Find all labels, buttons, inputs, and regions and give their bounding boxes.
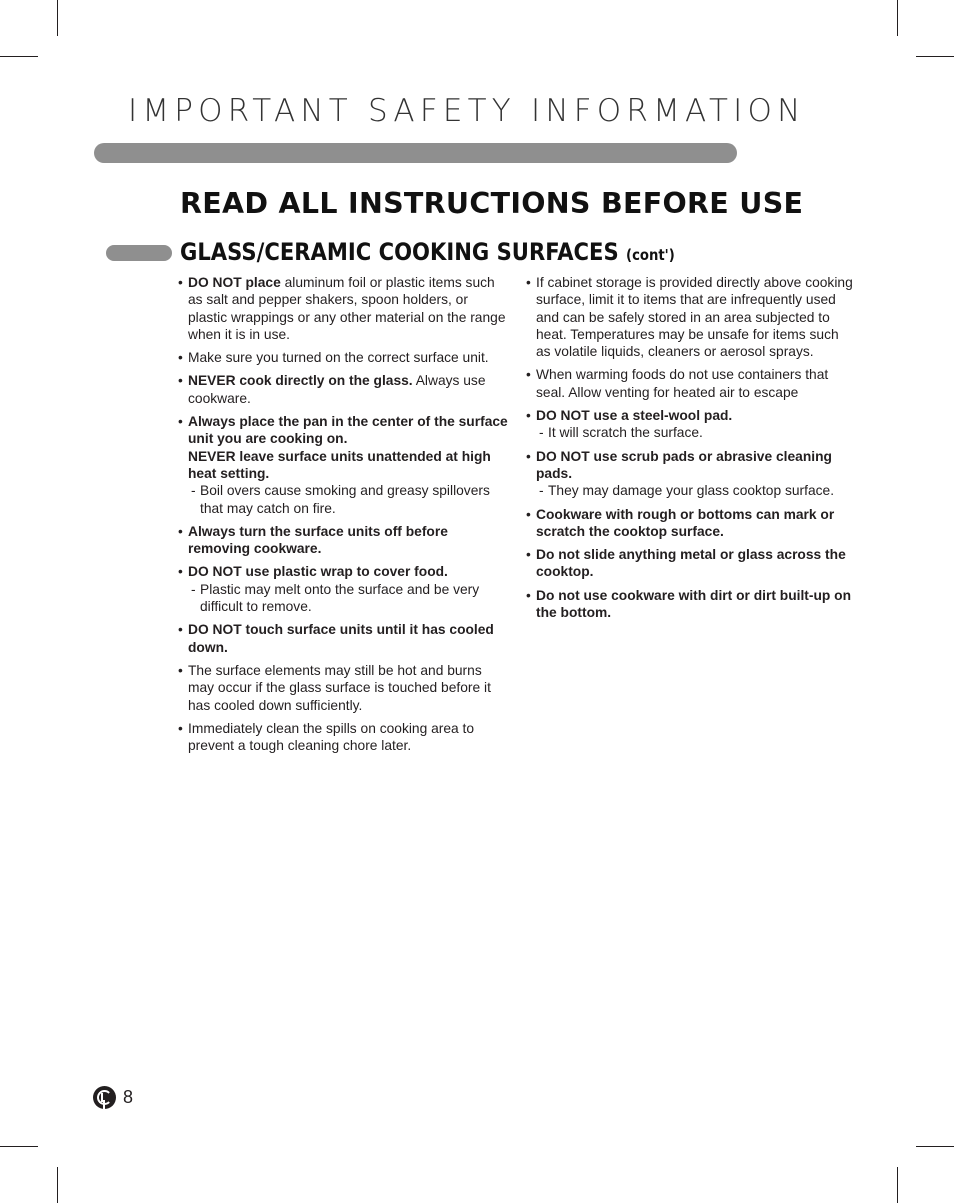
list-item: • The surface elements may still be hot and burns may occur if the glass surface is touched before it has cooled down sufficiently. <box>178 662 491 713</box>
crop-mark <box>0 1146 38 1147</box>
list-item: • If cabinet storage is provided directly above cooking surface, limit it to items that are infrequently used and can be safely stored in an area subjected to heat. Temperatures may be unsafe for items such as volatile liquids, cleaners or aerosol sprays. <box>526 275 853 360</box>
section-title-suffix: (cont') <box>626 246 675 264</box>
list-item: • Cookware with rough or bottoms can mark or scratch the cooktop surface. <box>526 506 835 539</box>
list-item: • DO NOT use scrub pads or abrasive cleaning pads. - They may damage your glass cooktop surface. <box>526 448 856 500</box>
crop-mark <box>897 0 898 36</box>
list-item: • DO NOT use a steel-wool pad. - It will scratch the surface. <box>526 407 856 442</box>
section-title-text: GLASS/CERAMIC COOKING SURFACES <box>180 238 619 266</box>
list-item: • Always place the pan in the center of the surface unit you are cooking on. NEVER leave surface units unattended at high heat setting. - Boil overs cause smoking and greasy spillovers that may catch on fire. <box>178 413 510 517</box>
crop-mark <box>0 56 38 57</box>
page-header-title: IMPORTANT SAFETY INFORMATION <box>128 93 806 129</box>
crop-mark <box>916 56 954 57</box>
list-item: • DO NOT use plastic wrap to cover food. - Plastic may melt onto the surface and be very difficult to remove. <box>178 563 510 615</box>
list-item: • Make sure you turned on the correct surface unit. <box>178 350 489 366</box>
page-number: 8 <box>123 1087 134 1107</box>
right-column <box>526 274 856 627</box>
list-item: • DO NOT place aluminum foil or plastic items such as salt and pepper shakers, spoon holders, or plastic wrappings or any other material on the range when it is in use. <box>178 275 506 342</box>
list-item: • Immediately clean the spills on cooking area to prevent a tough cleaning chore later. <box>178 720 475 754</box>
list-item: • When warming foods do not use containers that seal. Allow venting for heated air to escape <box>526 367 829 400</box>
list-item: • DO NOT touch surface units until it has cooled down. <box>178 622 494 655</box>
list-item: • Do not slide anything metal or glass across the cooktop. <box>526 547 846 580</box>
list-item: • Do not use cookware with dirt or dirt built-up on the bottom. <box>526 587 852 621</box>
header-bar <box>94 143 737 163</box>
left-column <box>178 274 510 760</box>
lg-logo-icon <box>93 1086 116 1109</box>
crop-mark <box>57 1167 58 1203</box>
crop-mark <box>916 1146 954 1147</box>
list-item: • Always turn the surface units off before removing cookware. <box>178 523 448 557</box>
section-marker <box>106 245 172 261</box>
sub-item: - It will scratch the surface. <box>539 425 703 441</box>
sub-item: - Boil overs cause smoking and greasy spillovers that may catch on fire. <box>191 483 490 516</box>
crop-mark <box>897 1167 898 1203</box>
sub-item: - They may damage your glass cooktop surface. <box>539 483 835 499</box>
sub-item: - Plastic may melt onto the surface and be very difficult to remove. <box>191 581 480 615</box>
main-title: READ ALL INSTRUCTIONS BEFORE USE <box>180 187 804 220</box>
section-title <box>180 238 675 267</box>
crop-mark <box>57 0 58 36</box>
list-item: • NEVER cook directly on the glass. Always use cookware. <box>178 373 486 406</box>
